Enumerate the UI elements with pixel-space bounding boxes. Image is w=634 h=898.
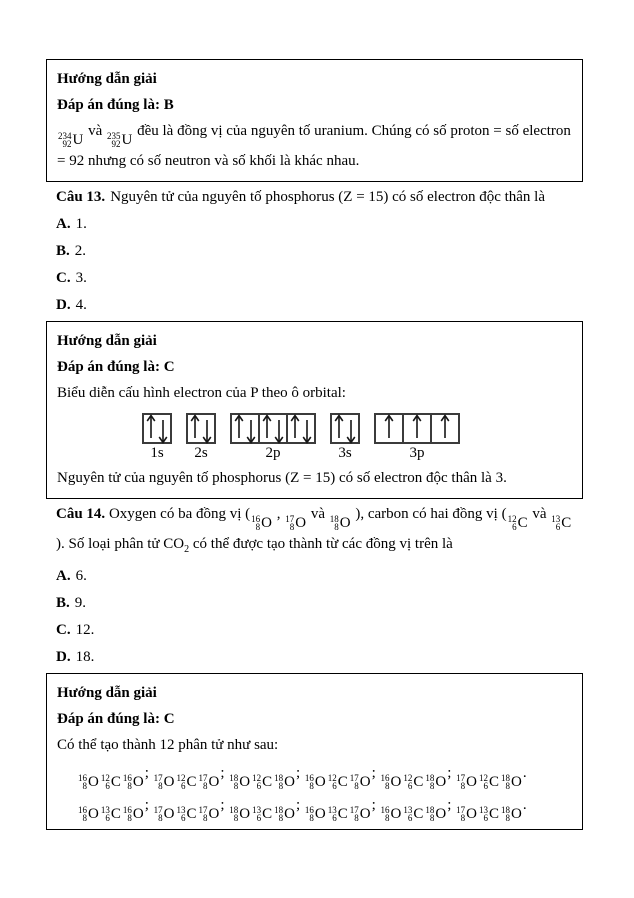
q13-option-a: [56, 211, 583, 238]
answer-line: Đáp án đúng là: C: [57, 711, 175, 727]
option-letter: D.: [56, 649, 71, 665]
orbital-cell: [374, 413, 404, 444]
up-arrow-icon: [334, 414, 344, 440]
molecule-line-1: 16 8 O 12 6 C 16 8 O ; 17 8 O 12 6 C 17 8 O ; 18 8 O 12 6 C 18 8 O ; 16 8 O 12 6 C 17 8 O ; 16 8 O 12 6 C 18 8 O ; 17 8 O 12 6 C 18 8 O .: [78, 765, 527, 791]
q14-option-c: [56, 617, 583, 644]
isotope-notation: 17 8 O: [153, 805, 175, 823]
up-arrow-icon: [290, 414, 300, 440]
isotope-notation: 12 6 C: [100, 773, 121, 791]
orbital-cell: [258, 413, 288, 444]
option-letter: D.: [56, 297, 71, 313]
isotope-notation: 18 8 O: [425, 773, 447, 791]
option-text: 4.: [75, 297, 87, 313]
option-text: 9.: [74, 595, 87, 611]
answer-line: Đáp án đúng là: C: [57, 359, 175, 375]
isotope-notation: 17 8 O: [349, 805, 371, 823]
orbital-cell: [186, 413, 216, 444]
isotope-notation: 18 8 O: [500, 773, 522, 791]
up-arrow-icon: [146, 414, 156, 440]
isotope-notation: 16 8 O: [380, 773, 402, 791]
q14-option-a: [56, 563, 583, 590]
orbital-label: 2s: [194, 445, 208, 461]
option-letter: A.: [56, 216, 71, 232]
isotope-notation: 16 8 O: [78, 773, 99, 791]
explanation-conclusion: Nguyên tử của nguyên tố phosphorus (Z = 15) có số electron độc thân là 3.: [57, 470, 507, 486]
down-arrow-icon: [346, 418, 356, 444]
option-letter: C.: [56, 270, 71, 286]
down-arrow-icon: [274, 418, 284, 444]
question-13-text: Nguyên tử của nguyên tố phosphorus (Z = 15) có số electron độc thân là: [110, 189, 546, 205]
orbital-cell: [402, 413, 432, 444]
explanation-box-1: [46, 59, 583, 182]
isotope-notation: 16 8 O: [78, 805, 99, 823]
question-14: [56, 501, 583, 563]
question-13-label: Câu 13.: [56, 189, 106, 205]
isotope-notation: 17 8 O: [285, 514, 307, 532]
option-text: 6.: [75, 568, 87, 584]
orbital-label: 2p: [265, 445, 281, 461]
explanation-intro: Biểu diễn cấu hình electron của P theo ô orbital:: [57, 385, 346, 401]
isotope-notation: 16 8 O: [380, 805, 402, 823]
question-13-block: [46, 184, 583, 319]
up-arrow-icon: [190, 414, 200, 440]
isotope-notation: 235 92 U: [107, 131, 133, 149]
isotope-notation: 18 8 O: [229, 773, 251, 791]
explanation-body: 234 92 U và 235 92 U đều là đồng vị của nguyên tố uranium. Chúng có số proton = số electron = 92 nhưng có số neutron và số khối là khác nhau.: [57, 123, 571, 169]
up-arrow-icon: [234, 414, 244, 440]
orbital-group-1s: [142, 413, 172, 462]
orbital-diagram: [142, 413, 572, 462]
q13-option-d: [56, 292, 583, 319]
option-text: 3.: [75, 270, 87, 286]
isotope-notation: 17 8 O: [153, 773, 175, 791]
isotope-notation: 12 6 C: [327, 773, 348, 791]
isotope-notation: 18 8 O: [274, 805, 295, 823]
orbital-label: 3s: [338, 445, 352, 461]
explanation-box-3: [46, 673, 583, 830]
explanation-heading: Hướng dẫn giải: [57, 71, 157, 87]
molecule-line-2: 16 8 O 13 6 C 16 8 O ; 17 8 O 13 6 C 17 8 O ; 18 8 O 13 6 C 18 8 O ; 16 8 O 13 6 C 17 8 O ; 16 8 O 13 6 C 18 8 O ; 17 8 O 13 6 C 18 8 O .: [78, 797, 527, 823]
q13-option-c: [56, 265, 583, 292]
orbital-group-2p: [230, 413, 316, 462]
isotope-notation: 13 6 C: [403, 805, 424, 823]
isotope-notation: 16 8 O: [304, 773, 326, 791]
option-text: 18.: [75, 649, 95, 665]
isotope-notation: 16 8 O: [304, 805, 326, 823]
isotope-notation: 17 8 O: [456, 805, 477, 823]
orbital-group-3s: [330, 413, 360, 462]
isotope-notation: 16 8 O: [122, 805, 144, 823]
down-arrow-icon: [158, 418, 168, 444]
answer-line: Đáp án đúng là: B: [57, 97, 174, 113]
question-14-label: Câu 14.: [56, 506, 106, 522]
isotope-notation: 12 6 C: [478, 773, 499, 791]
isotope-notation: 12 6 C: [507, 514, 528, 532]
isotope-notation: 12 6 C: [403, 773, 424, 791]
up-arrow-icon: [384, 414, 394, 440]
orbital-cell: [230, 413, 260, 444]
isotope-notation: 18 8 O: [329, 514, 351, 532]
explanation-intro: Có thể tạo thành 12 phân tử như sau:: [57, 737, 279, 753]
isotope-notation: 17 8 O: [456, 773, 477, 791]
isotope-notation: 13 6 C: [176, 805, 197, 823]
down-arrow-icon: [302, 418, 312, 444]
option-text: 12.: [75, 622, 95, 638]
isotope-notation: 12 6 C: [176, 773, 197, 791]
orbital-cell: [330, 413, 360, 444]
q14-option-d: [56, 644, 583, 671]
up-arrow-icon: [440, 414, 450, 440]
option-letter: C.: [56, 622, 71, 638]
isotope-notation: 17 8 O: [198, 805, 220, 823]
option-text: 2.: [74, 243, 87, 259]
question-13: [56, 184, 583, 211]
orbital-label: 1s: [150, 445, 164, 461]
isotope-notation: 13 6 C: [100, 805, 121, 823]
orbital-group-2s: [186, 413, 216, 462]
up-arrow-icon: [412, 414, 422, 440]
orbital-cell: [430, 413, 460, 444]
explanation-box-2: [46, 321, 583, 499]
explanation-heading: Hướng dẫn giải: [57, 685, 157, 701]
orbital-label: 3p: [409, 445, 425, 461]
isotope-notation: 12 6 C: [252, 773, 273, 791]
option-text: 1.: [75, 216, 87, 232]
isotope-notation: 13 6 C: [551, 514, 572, 532]
option-letter: B.: [56, 243, 70, 259]
option-letter: A.: [56, 568, 71, 584]
isotope-notation: 17 8 O: [198, 773, 220, 791]
isotope-notation: 16 8 O: [122, 773, 144, 791]
down-arrow-icon: [202, 418, 212, 444]
explanation-heading: Hướng dẫn giải: [57, 333, 157, 349]
isotope-notation: 13 6 C: [327, 805, 348, 823]
q13-option-b: [56, 238, 583, 265]
isotope-notation: 13 6 C: [252, 805, 273, 823]
question-14-block: [46, 501, 583, 671]
down-arrow-icon: [246, 418, 256, 444]
isotope-notation: 13 6 C: [478, 805, 499, 823]
up-arrow-icon: [262, 414, 272, 440]
isotope-notation: 18 8 O: [229, 805, 251, 823]
isotope-notation: 16 8 O: [251, 514, 272, 532]
orbital-group-3p: [374, 413, 460, 462]
question-14-text: Oxygen có ba đồng vị ( 16 8 O , 17 8 O và 18 8 O ), carbon có hai đồng vị ( 12 6 C và 13 6 C ). Số loại phân tử $CO_2$ có thể được tạo thành từ các đồng vị trên là: [56, 506, 572, 555]
isotope-notation: 18 8 O: [500, 805, 522, 823]
q14-option-b: [56, 590, 583, 617]
isotope-notation: 234 92 U: [58, 131, 84, 149]
option-letter: B.: [56, 595, 70, 611]
orbital-cell: [142, 413, 172, 444]
isotope-notation: 18 8 O: [425, 805, 447, 823]
isotope-notation: 18 8 O: [274, 773, 295, 791]
orbital-cell: [286, 413, 316, 444]
isotope-notation: 17 8 O: [349, 773, 371, 791]
